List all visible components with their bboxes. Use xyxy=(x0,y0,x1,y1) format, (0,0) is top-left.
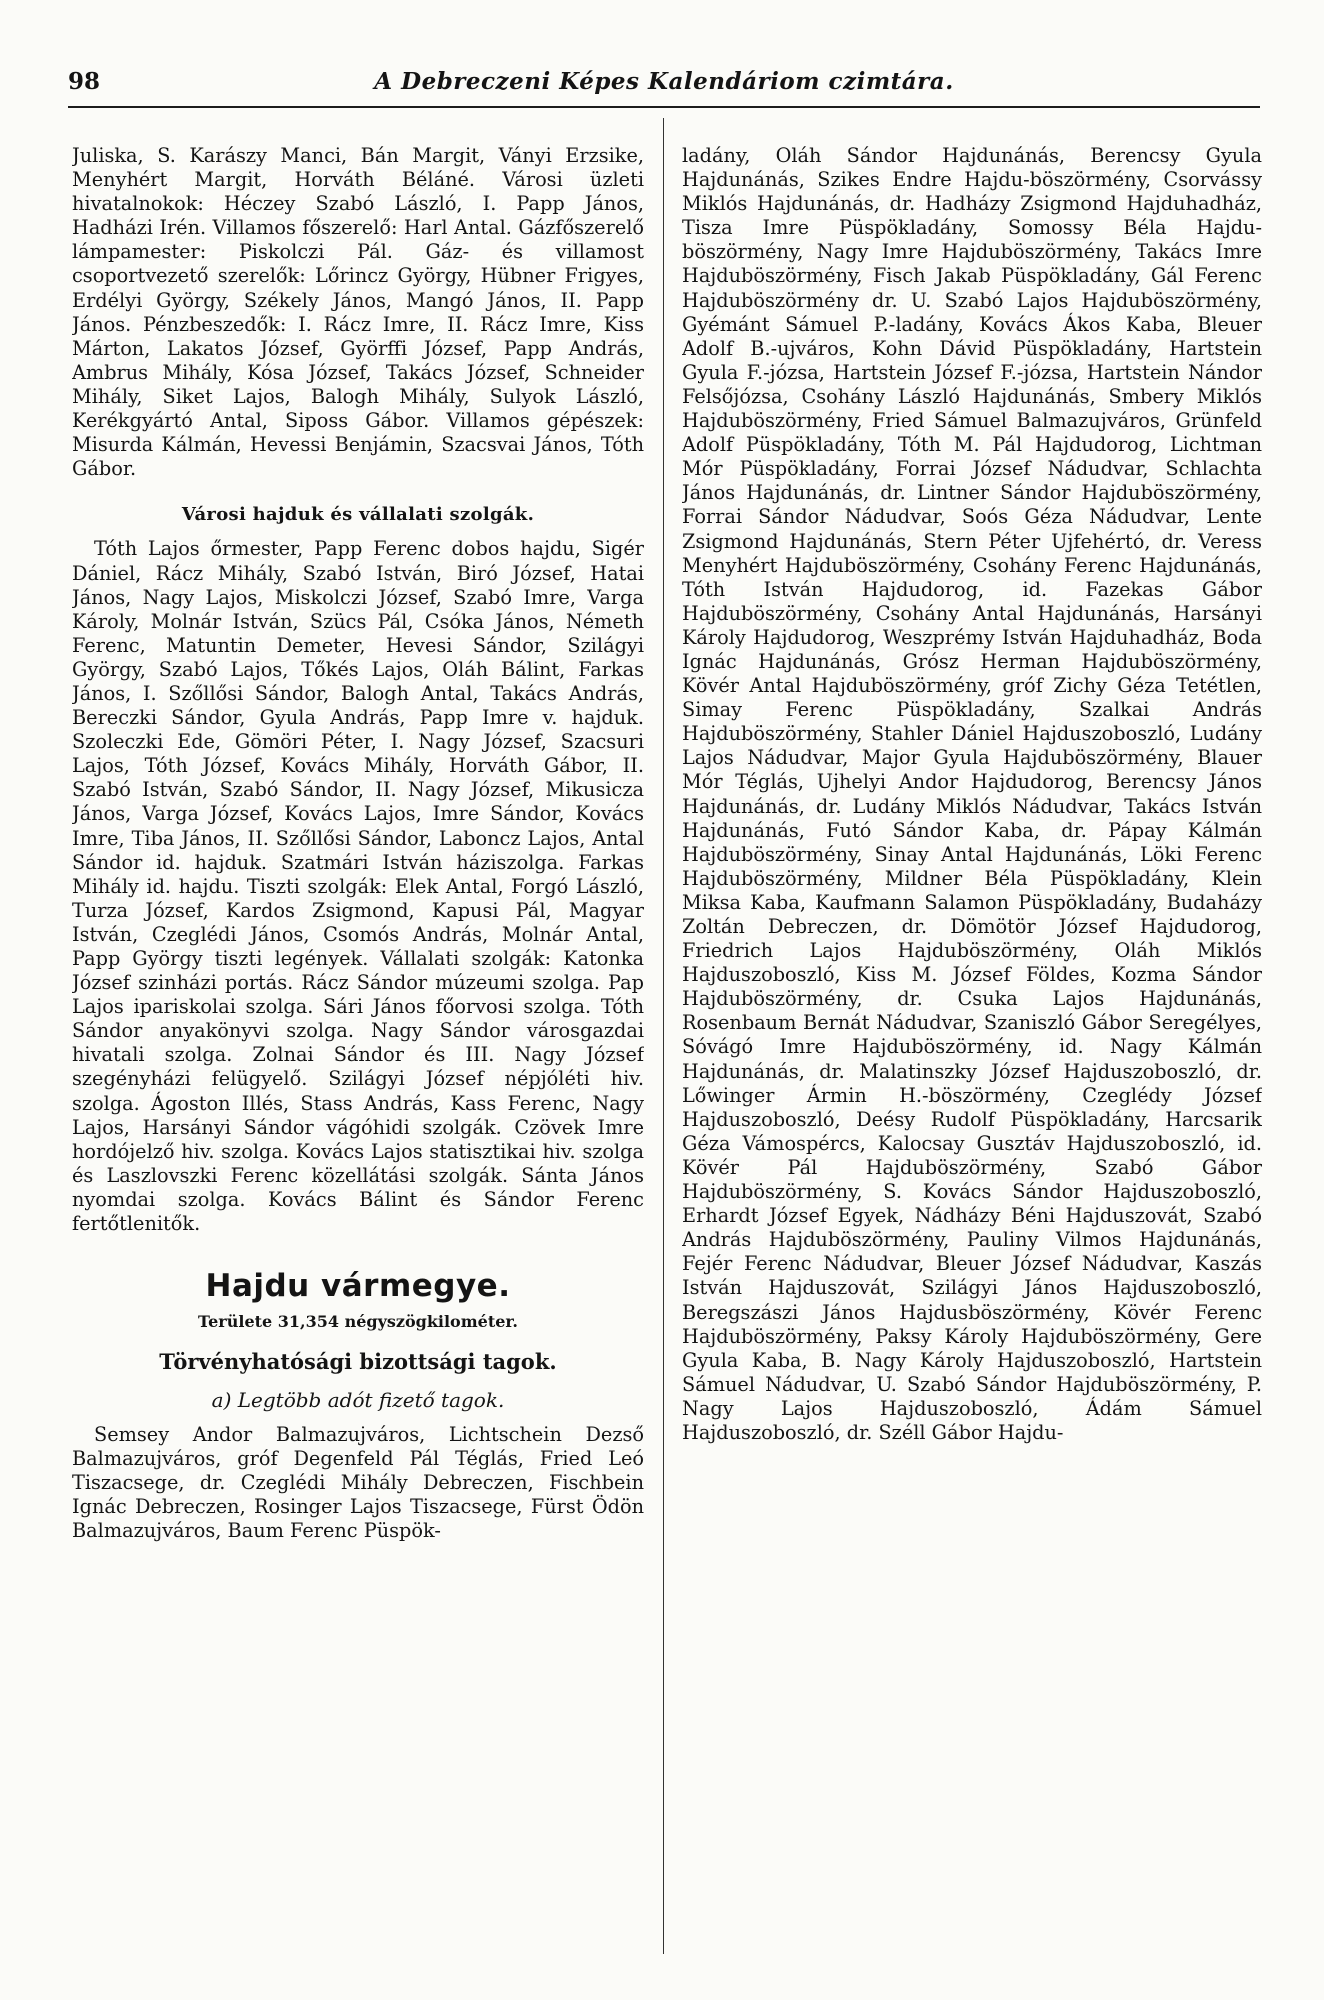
page-header xyxy=(68,66,1260,106)
members-paragraph: Semsey Andor Balmazujváros, Lichtschein Dezső Balmazujváros, gróf Degenfeld Pál Téglás, Fried Leó Tiszacsege, dr. Czeglédi Mihály Debreczen, Fischbein Ignác Debreczen, Rosinger Lajos Tiszacsege, Fürst Ödön Balmazujváros, Baum Ferenc Püspök- xyxy=(72,1422,644,1542)
section-heading-hajduk: Városi hajduk és vállalati szolgák. xyxy=(181,504,535,526)
members-continued-paragraph: ladány, Oláh Sándor Hajdunánás, Berencsy Gyula Hajdunánás, Szikes Endre Hajdu-böszörmény, Csorvássy Miklós Hajdunánás, dr. Hadházy Zsigmond Hajduhadház, Tisza Imre Püspökladány, Somossy Béla Hajdu-böszörmény, Nagy Imre Hajduböszörmény, Takács Imre Hajduböszörmény, Fisch Jakab Püspökladány, Gál Ferenc Hajduböszörmény dr. U. Szabó Lajos Hajduböszörmény, Gyémánt Sámuel P.-ladány, Kovács Ákos Kaba, Bleuer Adolf B.-ujváros, Kohn Dávid Püspökladány, Hartstein Gyula F.-józsa, Hartstein József F.-józsa, Hartstein Nándor Felsőjózsa, Csohány László Hajdunánás, Smbery Miklós Hajduböszörmény, Fried Sámuel Balmazujváros, Grünfeld Adolf Püspökladány, Tóth M. Pál Hajdudorog, Lichtman Mór Püspökladány, Forrai József Nádudvar, Schlachta János Hajdunánás, dr. Lintner Sándor Hajduböszörmény, Forrai Sándor Nádudvar, Soós Géza Nádudvar, Lente Zsigmond Hajdunánás, Stern Péter Ujfehértó, dr. Veress Menyhért Hajduböszörmény, Csohány Ferenc Hajdunánás, Tóth István Hajdudorog, id. Fazekas Gábor Hajduböszörmény, Csohány Antal Hajdunánás, Harsányi Károly Hajdudorog, Weszprémy István Hajduhadház, Boda Ignác Hajdunánás, Grósz Herman Hajduböszörmény, Kövér Antal Hajduböszörmény, gróf Zichy Géza Tetétlen, Simay Ferenc Püspökladány, Szalkai András Hajduböszörmény, Stahler Dániel Hajduszoboszló, Ludány Lajos Nádudvar, Major Gyula Hajduböszörmény, Blauer Mór Téglás, Ujhelyi Andor Hajdudorog, Berencsy János Hajdunánás, dr. Ludány Miklós Nádudvar, Takács István Hajdunánás, Futó Sándor Kaba, dr. Pápay Kálmán Hajduböszörmény, Sinay Antal Hajdunánás, Löki Ferenc Hajduböszörmény, Mildner Béla Püspökladány, Klein Miksa Kaba, Kaufmann Salamon Püspökladány, Budaházy Zoltán Debreczen, dr. Dömötör József Hajdudorog, Friedrich Lajos Hajduböszörmény, Oláh Miklós Hajduszoboszló, Kiss M. József Földes, Kozma Sándor Hajduböszörmény, dr. Csuka Lajos Hajdunánás, Rosenbaum Bernát Nádudvar, Szaniszló Gábor Seregélyes, Sóvágó Imre Hajduböszörmény, id. Nagy Kálmán Hajdunánás, dr. Malatinszky József Hajduszoboszló, dr. Lőwinger Ármin H.-böszörmény, Czeglédy József Hajduszoboszló, Deésy Rudolf Püspökladány, Harcsarik Géza Vámospércs, Kalocsay Gusztáv Hajduszoboszló, id. Kövér Pál Hajduböszörmény, Szabó Gábor Hajduböszörmény, S. Kovács Sándor Hajduszoboszló, Erhardt József Egyek, Nádházy Béni Hajduszovát, Szabó András Hajduböszörmény, Pauliny Vilmos Hajdunánás, Fejér Ferenc Nádudvar, Bleuer József Nádudvar, Kaszás István Hajduszovát, Szilágyi János Hajduszoboszló, Beregszászi János Hajdusböszörmény, Kövér Ferenc Hajduböszörmény, Paksy Károly Hajduböszörmény, Gere Gyula Kaba, B. Nagy Károly Hajduszoboszló, Hartstein Sámuel Nádudvar, U. Szabó Sándor Hajduböszörmény, P. Nagy Lajos Hajduszoboszló, Ádám Sámuel Hajduszoboszló, dr. Széll Gábor Hajdu- xyxy=(682,144,1262,1444)
area-line: Területe 31,354 négyszögkilométer. xyxy=(198,1312,518,1332)
staff-paragraph: Juliska, S. Karászy Manci, Bán Margit, Ványi Erzsike, Menyhért Margit, Horváth Béláné. Városi üzleti hivatalnokok: Héczey Szabó László, I. Papp János, Hadházi Irén. Villamos főszerelő: Harl Antal. Gázfőszerelő lámpamester: Piskolczi Pál. Gáz- és villamost csoportvezető szerelők: Lőrincz György, Hübner Frigyes, Erdélyi György, Székely János, Mangó János, II. Papp János. Pénzbeszedők: I. Rácz Imre, II. Rácz Imre, Kiss Márton, Lakatos József, Györffi József, Papp András, Ambrus Mihály, Kósa József, Takács József, Schneider Mihály, Siket Lajos, Balogh Mihály, Sulyok László, Kerékgyártó Antal, Siposs Gábor. Villamos gépészek: Misurda Kálmán, Hevessi Benjámin, Szacsvai János, Tóth Gábor. xyxy=(72,144,644,481)
column-divider xyxy=(663,118,664,1954)
committee-heading: Törvényhatósági bizottsági tagok. xyxy=(159,1349,557,1375)
county-title: Hajdu vármegye. xyxy=(205,1268,511,1305)
subsection-heading-a: a) Legtöbb adót fizető tagok. xyxy=(211,1388,505,1413)
right-column xyxy=(682,144,1262,1974)
page-number: 98 xyxy=(68,68,101,95)
hajduk-paragraph: Tóth Lajos őrmester, Papp Ferenc dobos hajdu, Sigér Dániel, Rácz Mihály, Szabó István, Biró József, Hatai János, Nagy Lajos, Miskolczi József, Szabó Imre, Varga Károly, Molnár István, Szücs Pál, Csóka János, Németh Ferenc, Matuntin Demeter, Hevesi Sándor, Szilágyi György, Szabó Lajos, Tőkés Lajos, Oláh Bálint, Farkas János, I. Szőllősi Sándor, Balogh Antal, Takács András, Bereczki Sándor, Gyula András, Papp Imre v. hajduk. Szoleczki Ede, Gömöri Péter, I. Nagy József, Szacsuri Lajos, Tóth József, Kovács Mihály, Horváth Gábor, II. Szabó István, Szabó Sándor, II. Nagy József, Mikusicza János, Varga József, Kovács Lajos, Imre Sándor, Kovács Imre, Tiba János, II. Szőllősi Sándor, Laboncz Lajos, Antal Sándor id. hajduk. Szatmári István háziszolga. Farkas Mihály id. hajdu. Tiszti szolgák: Elek Antal, Forgó László, Turza József, Kardos Zsigmond, Kapusi Pál, Magyar István, Czeglédi János, Csomós András, Molnár Antal, Papp György tiszti legények. Vállalati szolgák: Katonka József szinházi portás. Rácz Sándor múzeumi szolga. Pap Lajos ipariskolai szolga. Sári János főorvosi szolga. Tóth Sándor anyakönyvi szolga. Nagy Sándor városgazdai hivatali szolga. Zolnai Sándor és III. Nagy József szegényházi felügyelő. Szilágyi József népjóléti hiv. szolga. Ágoston Illés, Stass András, Kass Ferenc, Nagy Lajos, Harsányi Sándor vágóhidi szolgák. Czövek Imre hordójelző hiv. szolga. Kovács Lajos statisztikai hiv. szolga és Laszlovszki Ferenc közellátási szolgák. Sánta János nyomdai szolga. Kovács Bálint és Sándor Ferenc fertőtlenitők. xyxy=(72,537,644,1236)
running-title: A Debreczeni Képes Kalendáriom czimtára. xyxy=(374,68,954,95)
header-rule xyxy=(68,106,1260,108)
left-column xyxy=(72,144,644,1974)
